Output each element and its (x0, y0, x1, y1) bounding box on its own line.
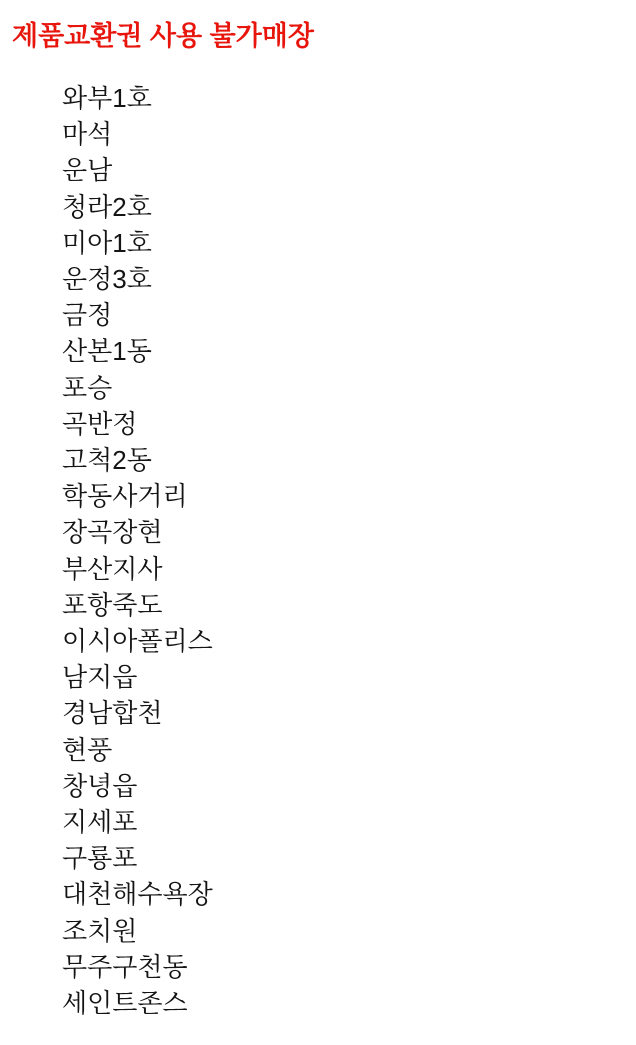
store-list-item: 운정3호 (62, 264, 152, 295)
store-list-item: 무주구천동 (62, 951, 188, 982)
store-list-item: 와부1호 (62, 83, 152, 113)
store-list-item: 청라2호 (62, 191, 152, 222)
store-list-item: 경남합천 (62, 698, 163, 729)
store-list-item: 이시아폴리스 (62, 626, 213, 657)
store-list-item: 대천해수욕장 (62, 879, 213, 910)
store-list-item: 남지읍 (62, 662, 138, 693)
store-list-item: 지세포 (62, 807, 138, 838)
store-list-item: 조치원 (62, 915, 138, 946)
store-list-item: 현풍 (62, 734, 113, 765)
store-list-item: 곡반정 (62, 408, 138, 439)
store-list-item: 세인트존스 (62, 988, 188, 1019)
store-list-item: 산본1동 (62, 336, 152, 367)
store-list-item: 장곡장현 (62, 517, 163, 548)
store-list-item: 미아1호 (62, 227, 152, 258)
store-list-item: 운남 (62, 155, 113, 186)
store-list-item: 구룡포 (62, 843, 138, 874)
store-list-item: 포항죽도 (62, 589, 163, 620)
page-title: 제품교환권 사용 불가매장 (12, 21, 314, 51)
store-list-item: 창녕읍 (62, 770, 138, 801)
store-list-item: 부산지사 (62, 553, 163, 584)
store-list-item: 마석 (62, 119, 113, 150)
store-list-item: 학동사거리 (62, 481, 188, 512)
store-list-item: 금정 (62, 300, 113, 331)
store-list-item: 포승 (62, 372, 113, 403)
store-list-item: 고척2동 (62, 445, 152, 476)
store-list (62, 80, 636, 1021)
notice-page (0, 21, 636, 1045)
